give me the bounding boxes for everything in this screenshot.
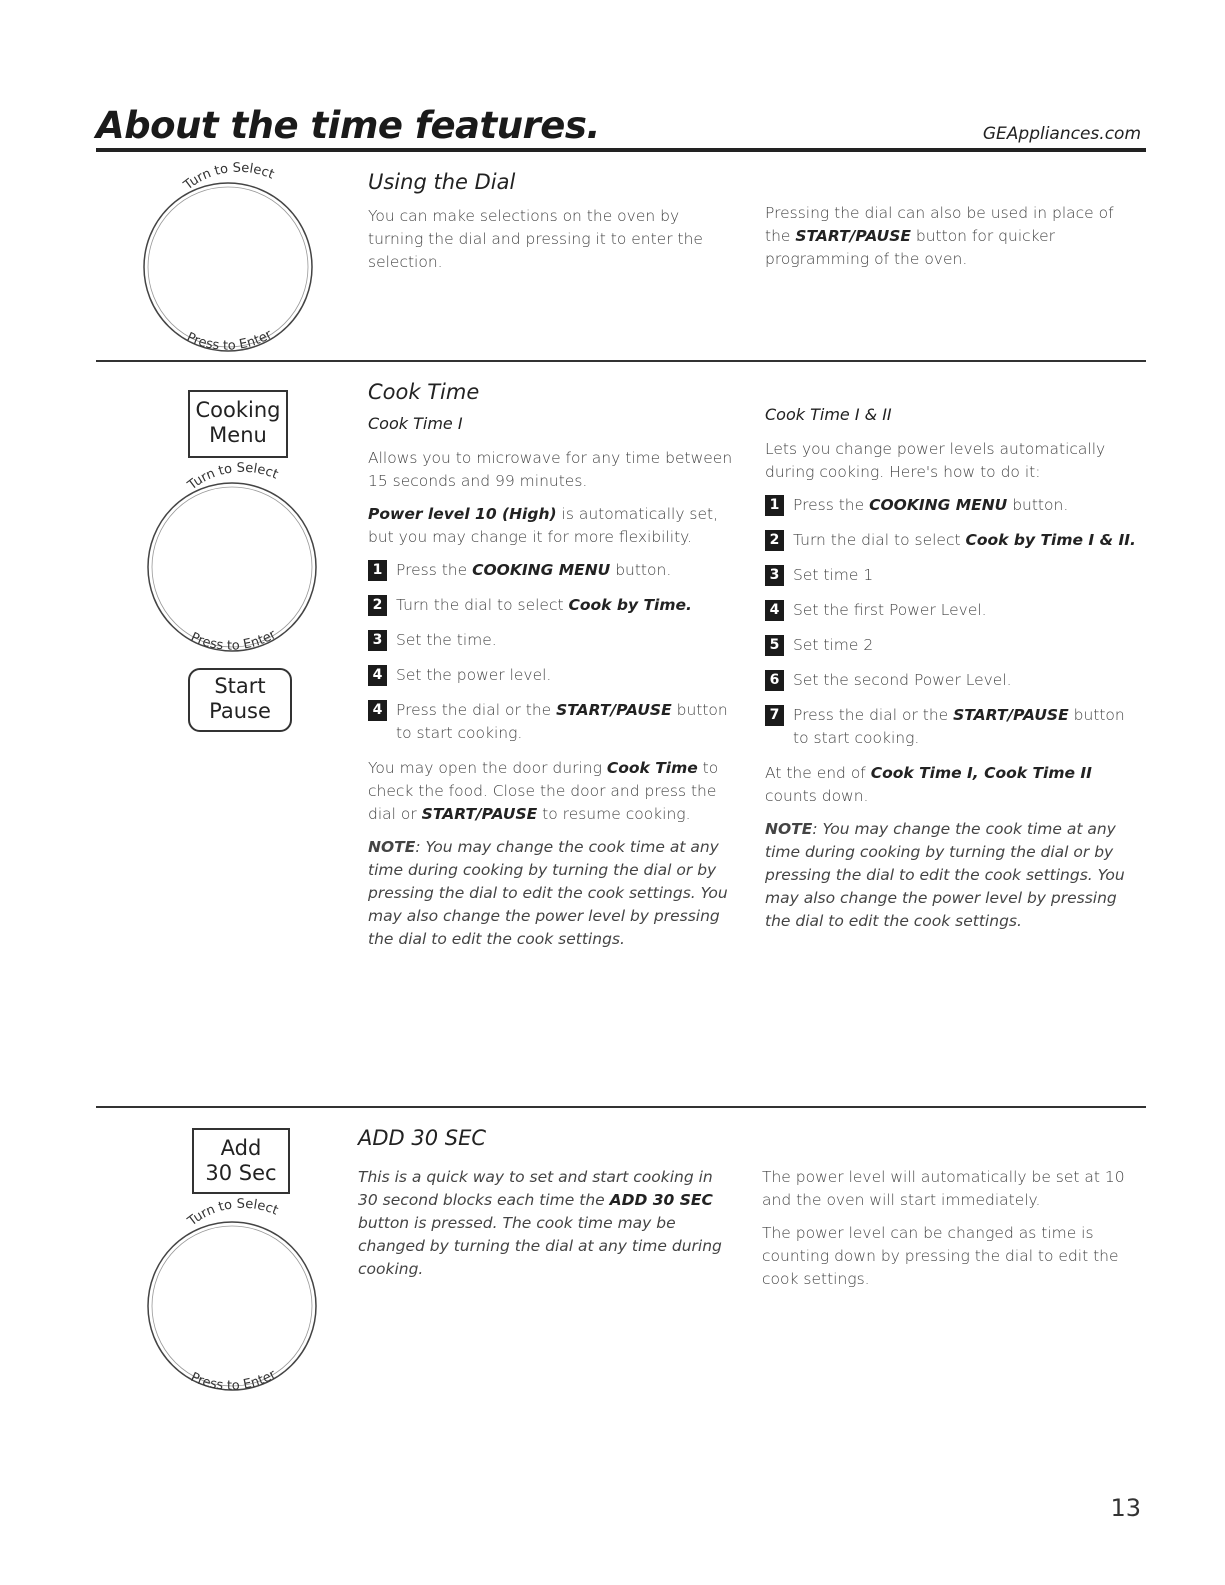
dial-icon [132,460,352,660]
cook-time-1-desc: Allows you to microwave for any time between 15 seconds and 99 minutes. [368,449,733,490]
step-item [368,594,748,617]
note-text-2: NOTE: You may change the cook time at any time during cooking by turning the dial or by pressing the dial to edit the cook settings. You may also change the power level by pressing the dial to edit the cook settings. [765,820,1125,930]
cook-time-col-2 [765,405,1145,943]
start-pause-key: Start Pause [188,668,292,732]
add30-change-text: The power level can be changed as time is counting down by pressing the dial to edit the cook settings. [762,1224,1119,1288]
step-text: Set time 1 [793,566,874,584]
step-text: Press the COOKING MENU button. [793,496,1069,514]
step-item [765,704,1145,750]
add30-text [762,1166,1142,1301]
step-number: 6 [765,670,784,691]
step-item [765,494,1145,517]
dial-text-2: Pressing the dial can also be used in place of the START/PAUSE button for quicker programming of the oven. [765,204,1114,268]
step-text: Set the power level. [396,666,552,684]
page-title: About the time features. [96,104,600,147]
step-number: 4 [368,700,387,721]
subheading-cook-time-1-2: Cook Time I & II [765,405,892,424]
step-text: Set the first Power Level. [793,601,987,619]
step-item [368,629,748,652]
step-number: 2 [765,530,784,551]
section-title-cook-time: Cook Time [368,380,480,404]
power-level-text: Power level 10 (High) is automatically set, but you may change it for more flexibility. [368,505,719,546]
step-text: Set the time. [396,631,497,649]
step-item [765,669,1145,692]
header-rule [96,148,1146,152]
step-number: 1 [765,495,784,516]
add30-desc: This is a quick way to set and start cooking in 30 second blocks each time the ADD 30 SEC button is pressed. The cook time may be changed by turning the dial at any time during cooking. [358,1168,722,1278]
step-number: 3 [765,565,784,586]
step-item [368,699,748,745]
step-number: 4 [765,600,784,621]
svg-text:Turn to Select: Turn to Select [185,1196,281,1230]
website-label: GEAppliances.com [982,124,1141,144]
dial-icon [128,160,348,360]
step-text: Set time 2 [793,636,874,654]
step-item [765,599,1145,622]
step-text: Press the dial or the START/PAUSE button to start cooking. [793,706,1125,747]
svg-text:Press to Enter: Press to Enter [188,627,279,654]
add30-power-text: The power level will automatically be set at 10 and the oven will start immediately. [762,1168,1125,1209]
svg-text:Press to Enter: Press to Enter [184,327,275,354]
add-30-sec-key: Add 30 Sec [192,1128,290,1194]
step-text: Turn the dial to select Cook by Time I & II. [793,531,1136,549]
section-title-add30: ADD 30 SEC [358,1126,487,1150]
cook-time-1-2-desc: Lets you change power levels automatically during cooking. Here's how to do it: [765,440,1106,481]
step-item [765,634,1145,657]
section-title-dial: Using the Dial [368,170,516,194]
step-number: 5 [765,635,784,656]
step-item [368,664,748,687]
section-divider [96,360,1146,362]
step-text: Press the dial or the START/PAUSE button to start cooking. [396,701,728,742]
section-divider [96,1106,1146,1108]
end-text: At the end of Cook Time I, Cook Time II counts down. [765,764,1092,805]
note-text: NOTE: You may change the cook time at any time during cooking by turning the dial or by pressing the dial to edit the cook settings. You may also change the power level by pressing the dial to edit the cook settings. [368,838,728,948]
step-item [765,529,1145,552]
svg-text:Turn to Select: Turn to Select [185,460,281,494]
step-number: 4 [368,665,387,686]
step-number: 2 [368,595,387,616]
step-number: 3 [368,630,387,651]
dial-text-1: You can make selections on the oven by turning the dial and pressing it to enter the selection. [368,207,703,271]
step-text: Set the second Power Level. [793,671,1012,689]
cooking-menu-key: Cooking Menu [188,390,288,458]
open-door-text: You may open the door during Cook Time to check the food. Close the door and press the dial or START/PAUSE to resume cooking. [368,759,719,823]
step-item [368,559,748,582]
step-item [765,564,1145,587]
step-text: Turn the dial to select Cook by Time. [396,596,692,614]
step-number: 7 [765,705,784,726]
step-number: 1 [368,560,387,581]
page-number: 13 [1110,1494,1141,1522]
svg-text:Turn to Select: Turn to Select [181,160,277,194]
cook-time-col-1 [368,380,748,961]
step-text: Press the COOKING MENU button. [396,561,672,579]
svg-text:Press to Enter: Press to Enter [188,1367,279,1394]
dial-icon [132,1196,352,1406]
subheading-cook-time-1: Cook Time I [368,414,463,433]
